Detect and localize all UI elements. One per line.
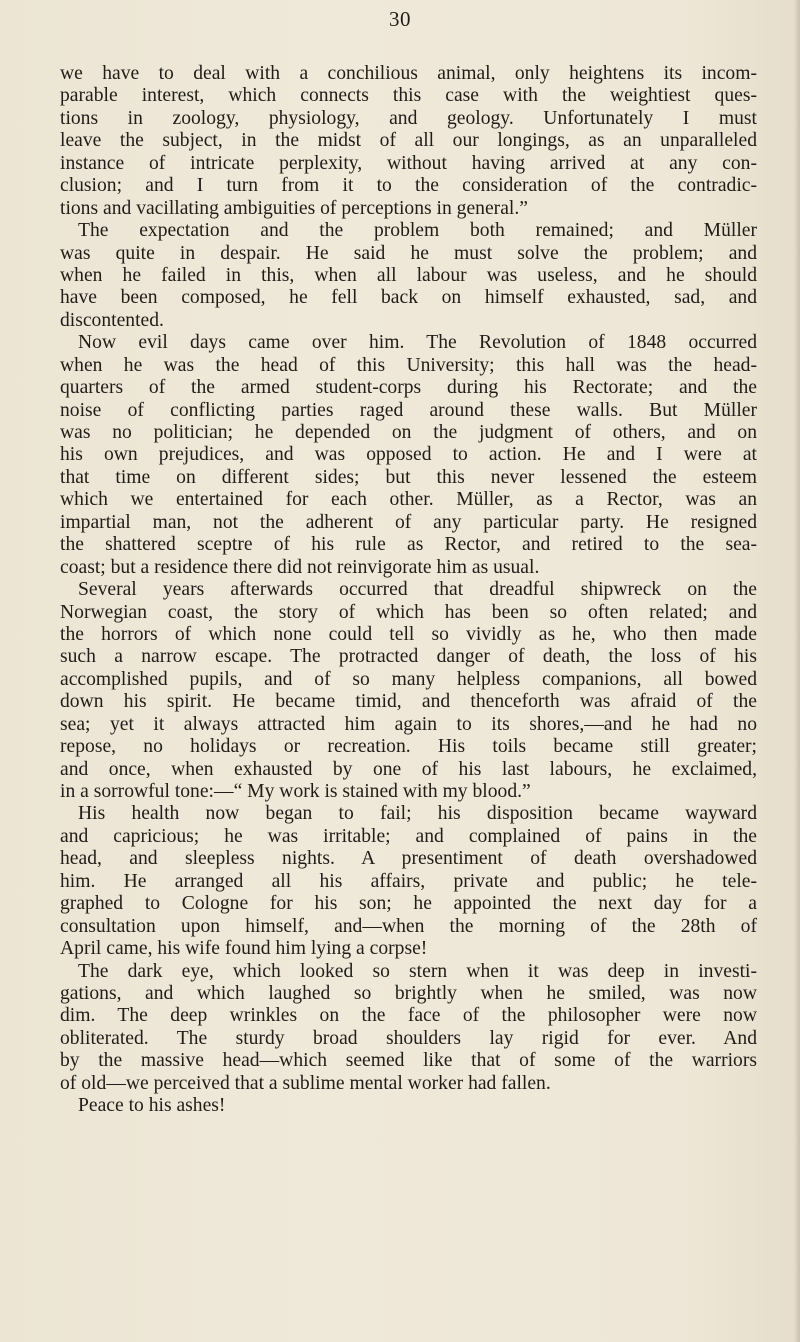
text-line: tions and vacillating ambiguities of perceptions in general.” (60, 197, 528, 219)
text-line: we have to deal with a conchilious animal, only heightens its incom- (60, 63, 757, 84)
text-line: the shattered sceptre of his rule as Rector, and retired to the sea- (60, 534, 757, 556)
text-line: His health now began to fail; his disposition became wayward (78, 803, 757, 825)
text-line: that time on different sides; but this never lessened the esteem (60, 466, 757, 488)
text-line: down his spirit. He became timid, and thenceforth was afraid of the (60, 691, 757, 713)
text-line: The dark eye, which looked so stern when it was deep in investi- (78, 960, 757, 982)
text-line: his own prejudices, and was opposed to action. He and I were at (60, 444, 757, 466)
text-line: instance of intricate perplexity, without having arrived at any con- (60, 152, 757, 174)
text-line: repose, no holidays or recreation. His toils became still greater; (60, 736, 757, 758)
text-line: the horrors of which none could tell so vividly as he, who then made (60, 623, 757, 645)
text-line: consultation upon himself, and—when the morning of the 28th of (60, 915, 757, 937)
text-line: in a sorrowful tone:—“ My work is stained with my blood.” (60, 781, 531, 802)
text-line: Several years afterwards occurred that dreadful shipwreck on the (78, 579, 757, 601)
text-line: leave the subject, in the midst of all our longings, as an unparalleled (60, 130, 757, 152)
text-line: Peace to his ashes! (78, 1095, 226, 1117)
text-line: obliterated. The sturdy broad shoulders lay rigid for ever. And (60, 1027, 757, 1049)
text-line: by the massive head—which seemed like that of some of the warriors (60, 1050, 757, 1072)
body-text (60, 63, 757, 1118)
text-line: clusion; and I turn from it to the consideration of the contradic- (60, 175, 757, 197)
text-line: was no politician; he depended on the judgment of others, and on (60, 422, 757, 443)
text-line: parable interest, which connects this case with the weightiest ques- (60, 85, 757, 107)
text-line: April came, his wife found him lying a corpse! (60, 938, 428, 960)
text-line: Now evil days came over him. The Revolution of 1848 occurred (78, 332, 757, 354)
text-line: quarters of the armed student-corps during his Rectorate; and the (60, 377, 757, 399)
text-line: which we entertained for each other. Müller, as a Rector, was an (60, 489, 757, 511)
text-line: of old—we perceived that a sublime mental worker had fallen. (60, 1072, 551, 1094)
page-number: 30 (389, 7, 411, 31)
text-line: sea; yet it always attracted him again to its shores,—and he had no (60, 713, 757, 735)
text-line: dim. The deep wrinkles on the face of the philosopher were now (60, 1005, 757, 1027)
text-line: accomplished pupils, and of so many helpless companions, all bowed (60, 668, 757, 690)
text-line: impartial man, not the adherent of any particular party. He resigned (60, 511, 757, 533)
text-line: him. He arranged all his affairs, private and public; he tele- (60, 870, 757, 892)
text-line: coast; but a residence there did not reinvigorate him as usual. (60, 556, 540, 578)
text-line: when he failed in this, when all labour was useless, and he should (60, 264, 757, 286)
text-line: and once, when exhausted by one of his last labours, he exclaimed, (60, 758, 757, 780)
text-line: Norwegian coast, the story of which has been so often related; and (60, 601, 757, 623)
text-line: when he was the head of this University; this hall was the head- (60, 354, 757, 376)
text-line: The expectation and the problem both remained; and Müller (78, 220, 757, 242)
text-line: noise of conflicting parties raged around these walls. But Müller (60, 399, 757, 421)
text-line: discontented. (60, 309, 164, 331)
text-line: gations, and which laughed so brightly when he smiled, was now (60, 982, 757, 1004)
text-line: and capricious; he was irritable; and complained of pains in the (60, 825, 757, 847)
text-line: was quite in despair. He said he must solve the problem; and (60, 242, 757, 264)
text-line: graphed to Cologne for his son; he appointed the next day for a (60, 893, 757, 915)
text-line: head, and sleepless nights. A presentiment of death overshadowed (60, 848, 757, 870)
page-edge-shadow (794, 0, 800, 1342)
text-line: have been composed, he fell back on himself exhausted, sad, and (60, 287, 757, 309)
text-line: tions in zoology, physiology, and geology. Unfortunately I must (60, 107, 757, 129)
text-line: such a narrow escape. The protracted danger of death, the loss of his (60, 646, 757, 668)
